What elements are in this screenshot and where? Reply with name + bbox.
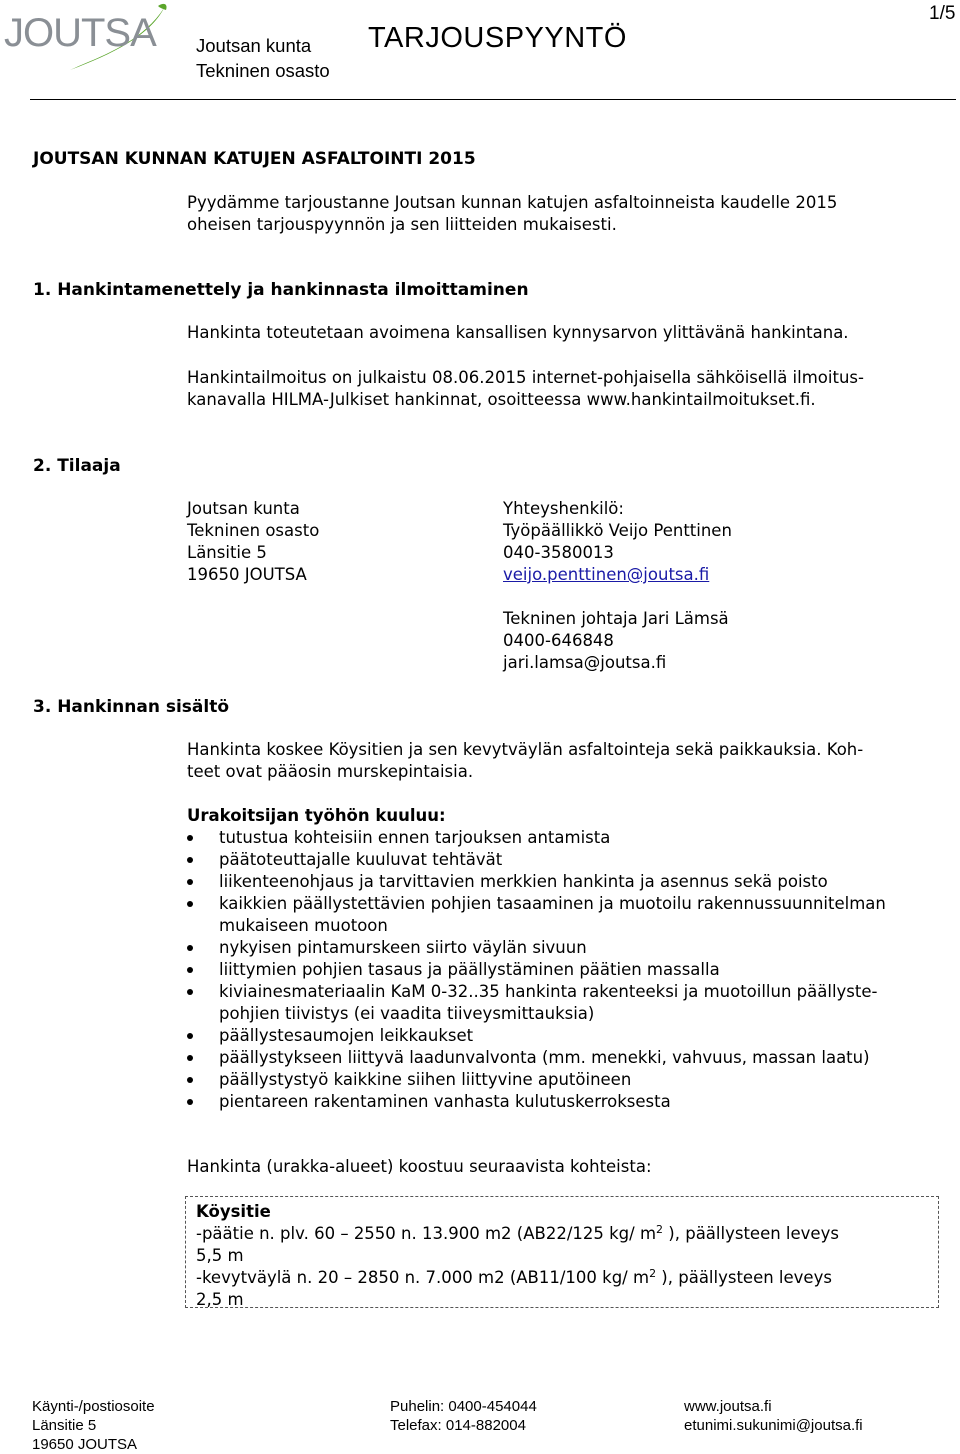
work-list bbox=[187, 827, 947, 1113]
footer-line: Käynti-/postiosoite bbox=[32, 1398, 155, 1415]
address-line: 19650 JOUTSA bbox=[187, 565, 307, 584]
work-list-item-text: kiviainesmateriaalin KaM 0-32..35 hankinta rakenteeksi ja muotoillun päällyste- bbox=[219, 982, 878, 1001]
superscript: 2 bbox=[656, 1223, 664, 1236]
bullet-icon bbox=[187, 857, 193, 863]
box-text: ), päällysteen leveys bbox=[663, 1224, 839, 1243]
work-list-item-text: tutustua kohteisiin ennen tarjouksen antamista bbox=[219, 828, 611, 847]
page-number: 1/5 bbox=[929, 3, 956, 24]
contact-label: Yhteyshenkilö: bbox=[503, 499, 624, 518]
header-org-dept: Tekninen osasto bbox=[196, 60, 330, 81]
work-list-item-text: liittymien pohjien tasaus ja päällystäminen päätien massalla bbox=[219, 960, 720, 979]
area-intro: Hankinta (urakka-alueet) koostuu seuraavista kohteista: bbox=[187, 1157, 652, 1176]
contact-1-name: Työpäällikkö Veijo Penttinen bbox=[503, 521, 732, 540]
work-list-item-text: mukaiseen muotoon bbox=[219, 916, 388, 935]
document-title: TARJOUSPYYNTÖ bbox=[368, 22, 627, 54]
work-list-item-text: pientareen rakentaminen vanhasta kulutuskerroksesta bbox=[219, 1092, 671, 1111]
target-box bbox=[185, 1196, 939, 1308]
box-line-width-1: 5,5 m bbox=[196, 1246, 244, 1265]
work-list-title: Urakoitsijan työhön kuuluu: bbox=[187, 806, 446, 825]
contact-2-name: Tekninen johtaja Jari Lämsä bbox=[503, 609, 729, 628]
section-1-para1: Hankinta toteutetaan avoimena kansallisen kynnysarvon ylittävänä hankintana. bbox=[187, 323, 849, 342]
work-list-item-text: pohjien tiivistys (ei vaadita tiiveysmittauksia) bbox=[219, 1004, 595, 1023]
logo-text: JOUTSA bbox=[4, 11, 156, 55]
contact-1-email-link[interactable]: veijo.penttinen@joutsa.fi bbox=[503, 565, 710, 584]
address-line: Joutsan kunta bbox=[187, 499, 300, 518]
address-line: Länsitie 5 bbox=[187, 543, 267, 562]
work-list-item bbox=[187, 893, 947, 937]
main-heading: JOUTSAN KUNNAN KATUJEN ASFALTOINTI 2015 bbox=[33, 149, 476, 169]
bullet-icon bbox=[187, 1055, 193, 1061]
address-line: Tekninen osasto bbox=[187, 521, 320, 540]
section-2-title: 2. Tilaaja bbox=[33, 456, 121, 476]
work-list-item-text: kaikkien päällystettävien pohjien tasaaminen ja muotoilu rakennussuunnitelman bbox=[219, 894, 886, 913]
work-list-item bbox=[187, 1025, 947, 1047]
footer-line: Länsitie 5 bbox=[32, 1417, 97, 1434]
footer-line: etunimi.sukunimi@joutsa.fi bbox=[684, 1417, 863, 1434]
work-list-item-text: päällystesaumojen leikkaukset bbox=[219, 1026, 474, 1045]
footer-address bbox=[32, 1397, 155, 1454]
footer-line: www.joutsa.fi bbox=[684, 1398, 772, 1415]
bullet-icon bbox=[187, 967, 193, 973]
section-3-para bbox=[187, 739, 947, 783]
footer-phone bbox=[390, 1397, 537, 1435]
box-text: -kevytväylä n. 20 – 2850 n. 7.000 m2 (AB11/100 kg/ m bbox=[196, 1268, 650, 1287]
bullet-icon bbox=[187, 1099, 193, 1105]
intro-paragraph bbox=[187, 192, 947, 236]
box-line-main-road bbox=[196, 1223, 938, 1245]
footer-line: Telefax: 014-882004 bbox=[390, 1417, 526, 1434]
bullet-icon bbox=[187, 1077, 193, 1083]
work-list-item bbox=[187, 937, 947, 959]
work-list-item bbox=[187, 959, 947, 981]
client-address bbox=[187, 498, 319, 586]
joutsa-logo bbox=[0, 0, 170, 85]
box-line-width-2: 2,5 m bbox=[196, 1290, 244, 1309]
bullet-icon bbox=[187, 879, 193, 885]
contact-2-email: jari.lamsa@joutsa.fi bbox=[503, 653, 667, 672]
header-divider bbox=[30, 99, 956, 100]
section-3-title: 3. Hankinnan sisältö bbox=[33, 697, 230, 717]
work-list-item bbox=[187, 1047, 947, 1069]
para-line: kanavalla HILMA-Julkiset hankinnat, osoitteessa www.hankintailmoitukset.fi. bbox=[187, 390, 816, 409]
contact-block bbox=[503, 498, 732, 674]
intro-line: Pyydämme tarjoustanne Joutsan kunnan katujen asfaltoinneista kaudelle 2015 bbox=[187, 193, 838, 212]
intro-line: oheisen tarjouspyynnön ja sen liitteiden mukaisesti. bbox=[187, 215, 617, 234]
box-text: -päätie n. plv. 60 – 2550 n. 13.900 m2 (AB22/125 kg/ m bbox=[196, 1224, 657, 1243]
section-1-title: 1. Hankintamenettely ja hankinnasta ilmoittaminen bbox=[33, 280, 529, 300]
bullet-icon bbox=[187, 901, 193, 907]
footer-line: 19650 JOUTSA bbox=[32, 1436, 138, 1453]
work-list-item-text: liikenteenohjaus ja tarvittavien merkkien hankinta ja asennus sekä poisto bbox=[219, 872, 828, 891]
box-text: ), päällysteen leveys bbox=[656, 1268, 832, 1287]
bullet-icon bbox=[187, 1033, 193, 1039]
bullet-icon bbox=[187, 989, 193, 995]
section-1-para2 bbox=[187, 367, 947, 411]
work-list-item bbox=[187, 827, 947, 849]
logo-graphic bbox=[0, 0, 170, 85]
work-list-item bbox=[187, 1091, 947, 1113]
header-org bbox=[196, 33, 330, 83]
footer-line: Puhelin: 0400-454044 bbox=[390, 1398, 537, 1415]
superscript: 2 bbox=[649, 1267, 657, 1280]
para-line: Hankinta koskee Köysitien ja sen kevytväylän asfaltointeja sekä paikkauksia. Koh- bbox=[187, 740, 864, 759]
footer-web bbox=[684, 1397, 863, 1435]
contact-1-phone: 040-3580013 bbox=[503, 543, 614, 562]
bullet-icon bbox=[187, 945, 193, 951]
work-list-item bbox=[187, 981, 947, 1025]
work-list-item-text: päällystystyö kaikkine siihen liittyvine aputöineen bbox=[219, 1070, 632, 1089]
bullet-icon bbox=[187, 835, 193, 841]
work-list-item-text: nykyisen pintamurskeen siirto väylän sivuun bbox=[219, 938, 587, 957]
work-list-item-text: päällystykseen liittyvä laadunvalvonta (mm. menekki, vahvuus, massan laatu) bbox=[219, 1048, 870, 1067]
header-org-name: Joutsan kunta bbox=[196, 35, 312, 56]
work-list-item bbox=[187, 871, 947, 893]
work-list-item bbox=[187, 1069, 947, 1091]
box-title: Köysitie bbox=[196, 1202, 271, 1221]
work-list-item-text: päätoteuttajalle kuuluvat tehtävät bbox=[219, 850, 503, 869]
contact-2-phone: 0400-646848 bbox=[503, 631, 614, 650]
para-line: teet ovat pääosin murskepintaisia. bbox=[187, 762, 474, 781]
work-list-item bbox=[187, 849, 947, 871]
box-line-lightway bbox=[196, 1267, 938, 1289]
para-line: Hankintailmoitus on julkaistu 08.06.2015 internet-pohjaisella sähköisellä ilmoitus- bbox=[187, 368, 864, 387]
